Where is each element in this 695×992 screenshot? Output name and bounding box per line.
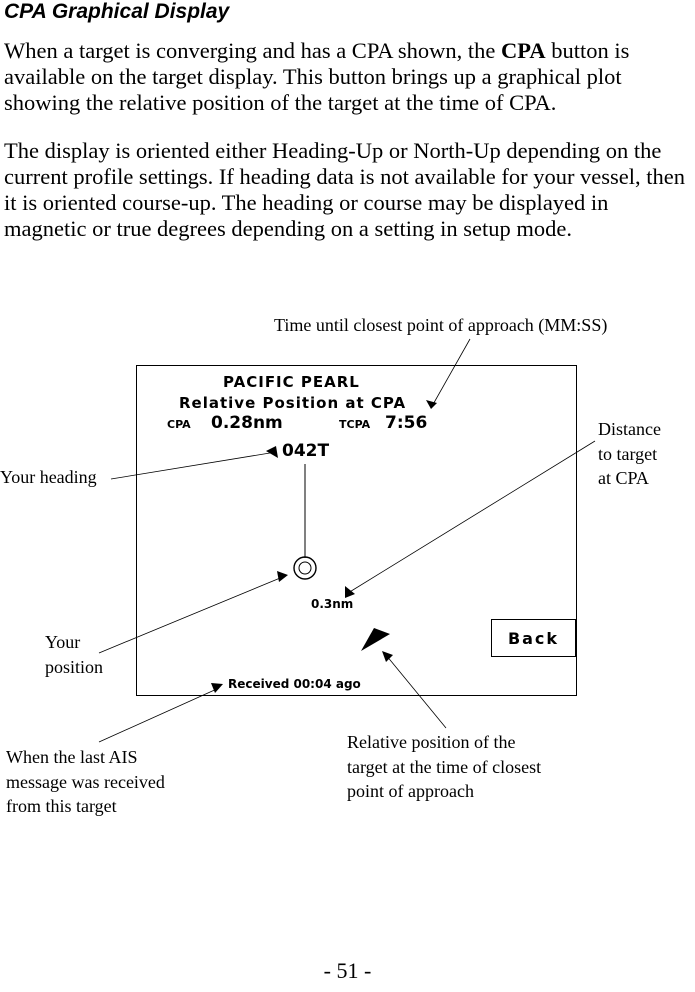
cpa-value: 0.28nm bbox=[211, 413, 283, 433]
caption-line: from this target bbox=[6, 796, 117, 816]
caption-line: When the last AIS bbox=[6, 747, 138, 767]
arrowhead-icon bbox=[266, 446, 278, 458]
caption-line: target at the time of closest bbox=[347, 756, 542, 777]
arrowhead-icon bbox=[211, 683, 223, 693]
caption-line: to target bbox=[598, 443, 658, 464]
caption-line: Distance bbox=[598, 419, 661, 439]
display-subtitle: Relative Position at CPA bbox=[179, 394, 407, 412]
caption-line: at CPA bbox=[598, 468, 649, 488]
caption-time-until-cpa: Time until closest point of approach (MM:SS) bbox=[274, 315, 608, 335]
tcpa-label: TCPA bbox=[339, 418, 371, 431]
arrowhead-icon bbox=[345, 586, 355, 598]
caption-line: position bbox=[45, 656, 104, 677]
vessel-name: PACIFIC PEARL bbox=[223, 373, 360, 391]
back-button[interactable]: Back bbox=[491, 619, 576, 657]
range-label: 0.3nm bbox=[311, 597, 354, 611]
caption-line: Your bbox=[45, 632, 81, 652]
arrowhead-icon bbox=[382, 651, 393, 662]
caption-line: message was received bbox=[6, 771, 165, 792]
target-triangle-icon bbox=[361, 628, 390, 651]
section-heading: CPA Graphical Display bbox=[4, 0, 230, 23]
arrowhead-icon bbox=[277, 571, 288, 582]
own-vessel-icon bbox=[294, 557, 316, 579]
caption-line: point of approach bbox=[347, 781, 474, 801]
orientation-paragraph: The display is oriented either Heading-Up or North-Up depending on the current profile settings. If heading data is not available for your vessel, then it is oriented course-up. The heading or course may be displayed in magnetic or true degrees depending on a setting in setup mode. bbox=[4, 138, 686, 241]
cpa-term: CPA bbox=[501, 38, 546, 63]
page-number: - 51 - bbox=[323, 958, 372, 983]
received-status: Received 00:04 ago bbox=[228, 677, 361, 691]
caption-line: Relative position of the bbox=[347, 732, 516, 752]
intro-text-end: button is available on the target display. This button brings up a graphical plot showing the relative position of the target at the time of CPA. bbox=[4, 38, 630, 115]
heading-value: 042T bbox=[282, 441, 330, 461]
caption-your-heading: Your heading bbox=[0, 467, 97, 487]
intro-text-start: When a target is converging and has a CPA shown, the bbox=[4, 38, 502, 63]
arrowhead-icon bbox=[426, 400, 437, 409]
tcpa-value: 7:56 bbox=[385, 413, 428, 433]
cpa-label: CPA bbox=[167, 418, 191, 431]
